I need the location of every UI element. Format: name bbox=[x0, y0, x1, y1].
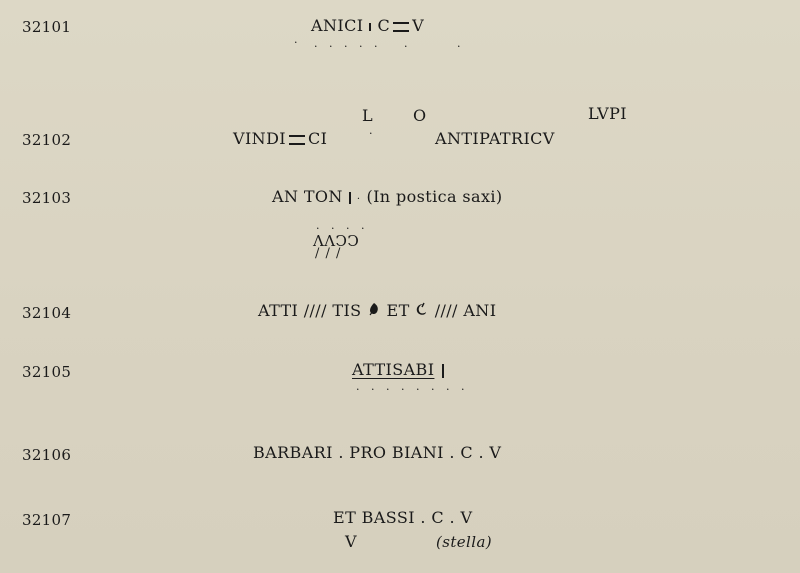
dot-mark: . bbox=[404, 37, 412, 50]
double-bar-mark bbox=[393, 22, 409, 32]
dot-mark: . bbox=[369, 124, 377, 137]
inscription-word: V bbox=[345, 532, 357, 551]
inscription-text bbox=[258, 301, 496, 320]
entry-number: 32103 bbox=[22, 189, 72, 207]
inscription-word: //// ANI bbox=[434, 301, 497, 320]
inscription-text bbox=[311, 16, 424, 35]
dot-mark: . bbox=[457, 37, 465, 50]
separator-mark bbox=[442, 364, 444, 378]
inscription-text bbox=[352, 360, 450, 379]
hatch-marks: / / / bbox=[315, 246, 342, 261]
inscription-text: BARBARI . PRO BIANI . C . V bbox=[253, 443, 502, 462]
inscription-text bbox=[233, 129, 327, 148]
entry-number: 32102 bbox=[22, 131, 72, 149]
inscription-word: CI bbox=[308, 129, 328, 148]
dot-marks: . . . . . . . . bbox=[356, 380, 469, 393]
inscription-line: ΛΛϽϽ bbox=[313, 232, 360, 250]
inscription-note: (In postica saxi) bbox=[366, 187, 503, 206]
superscript-letter: O bbox=[413, 106, 427, 125]
inscription-text bbox=[272, 187, 503, 206]
inscription-note: (stella) bbox=[436, 533, 493, 551]
inscription-word: ANICI bbox=[311, 16, 364, 35]
dot-mark: · bbox=[356, 194, 361, 205]
dot-marks: . . . . bbox=[316, 219, 369, 232]
inscription-word: AN TON bbox=[272, 187, 343, 206]
inscription-word: ATTISABI bbox=[352, 360, 435, 379]
inscription-word: V bbox=[412, 16, 425, 35]
inscription-word: C bbox=[377, 16, 391, 35]
inscription-word: ET bbox=[386, 301, 410, 320]
entry-number: 32105 bbox=[22, 363, 72, 381]
superscript-word: LVPI bbox=[588, 104, 627, 123]
hedera-leaf-icon bbox=[367, 302, 381, 320]
hedera-leaf-icon bbox=[415, 302, 429, 320]
inscription-word: ANTIPATRICV bbox=[435, 129, 555, 148]
dot-marks: . . . . . bbox=[314, 37, 382, 50]
inscription-text: ET BASSI . C . V bbox=[333, 508, 473, 527]
dot-marks: . bbox=[294, 33, 302, 46]
entry-number: 32107 bbox=[22, 511, 72, 529]
entry-number: 32106 bbox=[22, 446, 72, 464]
superscript-letter: L bbox=[362, 106, 374, 125]
separator-mark bbox=[369, 23, 371, 31]
separator-mark bbox=[349, 192, 351, 204]
entry-number: 32101 bbox=[22, 18, 72, 36]
inscription-word: VINDI bbox=[233, 129, 287, 148]
inscription-word: ATTI //// TIS bbox=[258, 301, 362, 320]
double-bar-mark bbox=[289, 135, 305, 145]
entry-number: 32104 bbox=[22, 304, 72, 322]
